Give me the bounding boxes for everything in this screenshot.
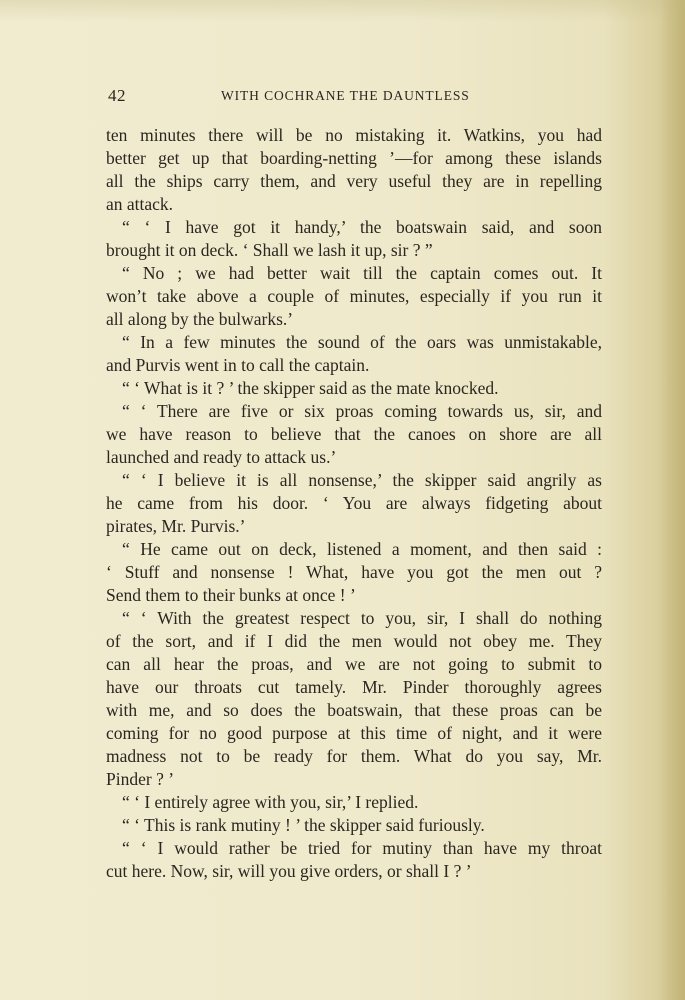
text-line: better get up that boarding-netting ’—for among these islands [106,148,602,168]
text-line: “ ‘ I entirely agree with you, sir,’ I replied. [122,792,419,812]
text-line: pirates, Mr. Purvis.’ [106,516,246,536]
text-line: can all hear the proas, and we are not going to submit to [106,654,602,674]
text-line: “ ‘ This is rank mutiny ! ’ the skipper said furiously. [122,815,485,835]
text-line: brought it on deck. ‘ Shall we lash it up, sir ? ” [106,240,433,260]
text-line: “ In a few minutes the sound of the oars was unmistakable, [122,332,602,352]
text-line: he came from his door. ‘ You are always fidgeting about [106,493,602,513]
text-line: “ ‘ I believe it is all nonsense,’ the skipper said angrily as [122,470,602,490]
text-line: “ ‘ I have got it handy,’ the boatswain said, and soon [122,217,602,237]
text-line: madness not to be ready for them. What do you say, Mr. [106,746,602,766]
body-text [106,124,602,883]
text-line: have our throats cut tamely. Mr. Pinder thoroughly agrees [106,677,602,697]
running-head [108,86,598,108]
text-line: “ He came out on deck, listened a moment, and then said : [122,539,602,559]
text-line: cut here. Now, sir, will you give orders, or shall I ? ’ [106,861,472,881]
page-number: 42 [108,86,126,105]
text-line: an attack. [106,194,174,214]
page-top-shadow [0,0,685,22]
text-line: “ ‘ I would rather be tried for mutiny than have my throat [122,838,602,858]
text-line: coming for no good purpose at this time of night, and it were [106,723,602,743]
text-line: “ No ; we had better wait till the captain comes out. It [122,263,602,283]
text-line: and Purvis went in to call the captain. [106,355,370,375]
text-line: launched and ready to attack us.’ [106,447,337,467]
page-right-edge [661,0,685,1000]
text-line: ten minutes there will be no mistaking it. Watkins, you had [106,125,602,145]
text-line: we have reason to believe that the canoes on shore are all [106,424,602,444]
text-line: with me, and so does the boatswain, that these proas can be [106,700,602,720]
text-line: all the ships carry them, and very useful they are in repelling [106,171,602,191]
text-line: of the sort, and if I did the men would not obey me. They [106,631,602,651]
text-line: “ ‘ There are five or six proas coming towards us, sir, and [122,401,602,421]
text-line: won’t take above a couple of minutes, especially if you run it [106,286,602,306]
text-line: Pinder ? ’ [106,769,175,789]
running-title: WITH COCHRANE THE DAUNTLESS [221,88,470,103]
text-line: “ ‘ What is it ? ’ the skipper said as the mate knocked. [122,378,499,398]
text-line: “ ‘ With the greatest respect to you, sir, I shall do nothing [122,608,602,628]
text-line: Send them to their bunks at once ! ’ [106,585,356,605]
text-line: ‘ Stuff and nonsense ! What, have you got the men out ? [106,562,602,582]
text-line: all along by the bulwarks.’ [106,309,294,329]
